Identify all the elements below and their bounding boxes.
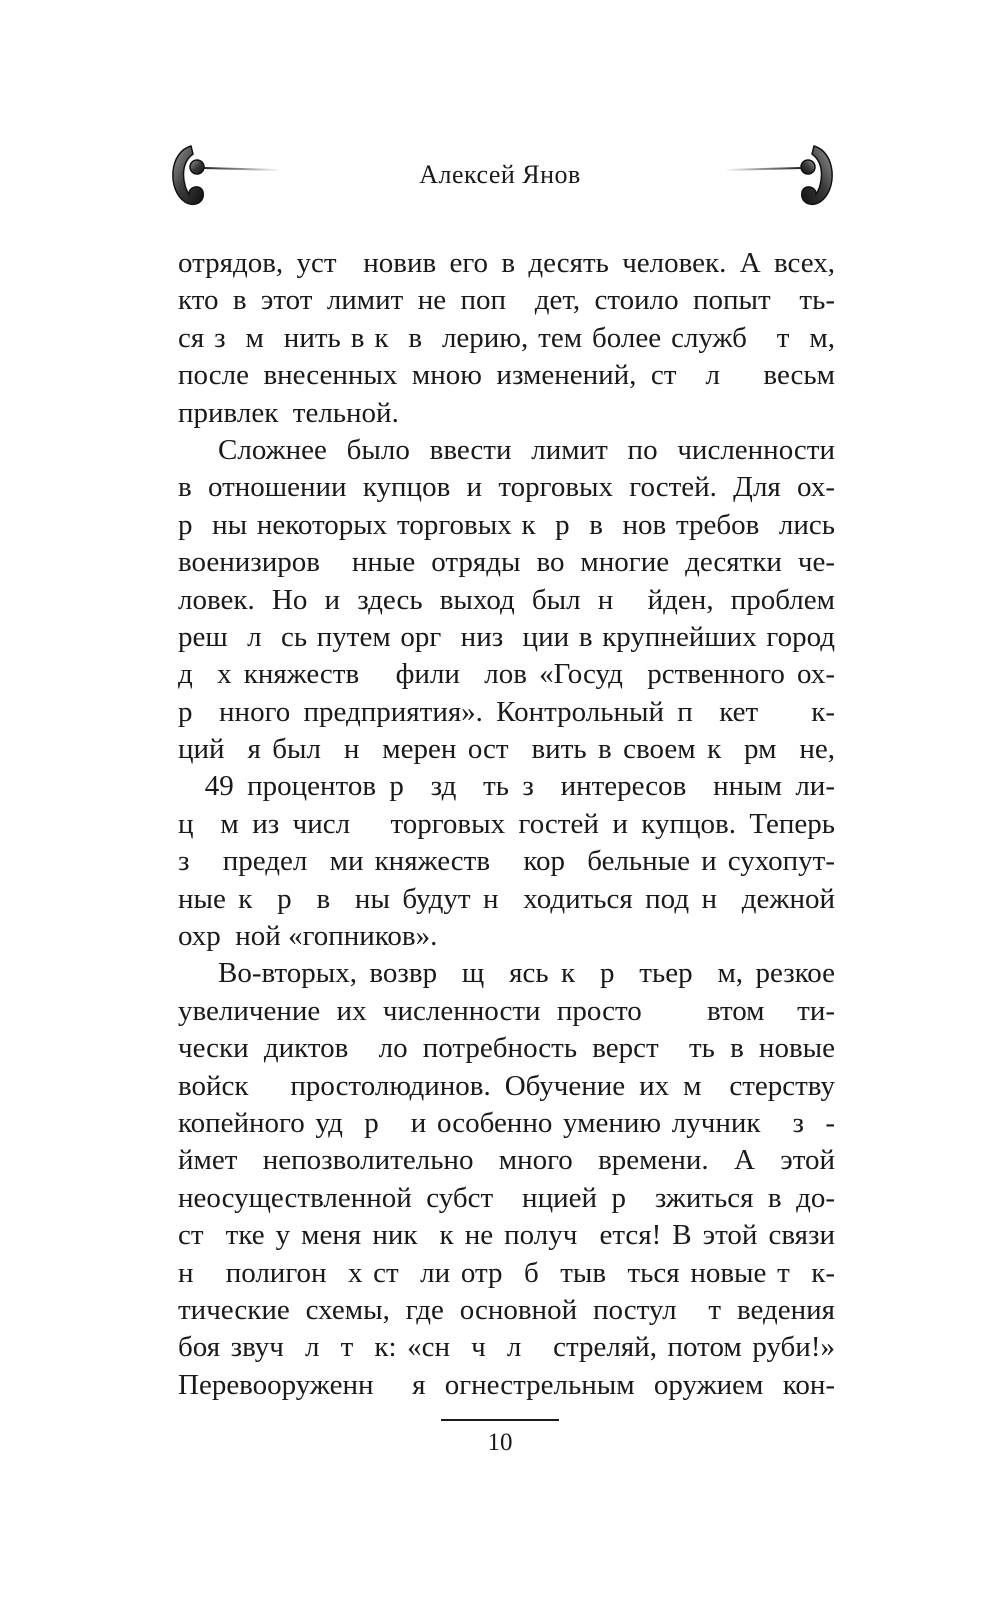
scroll-ornament-icon — [725, 140, 840, 215]
text-line: в отношении купцов и торговых гостей. Для ох- — [178, 471, 835, 504]
footer-rule — [441, 1419, 559, 1421]
text-line: неосуществленной субст нцией р зжиться в до- — [178, 1181, 835, 1214]
text-line: увеличение их численности просто втом ти- — [178, 994, 835, 1027]
text-line: з предел ми княжеств кор бельные и сухопут- — [178, 845, 835, 878]
page-number: 10 — [487, 1429, 513, 1456]
text-line: Во-вторых, возвр щ ясь к р тьер м, резкое — [218, 957, 835, 990]
text-line: ст тке у меня ник к не получ ется! В этой связи — [178, 1219, 835, 1252]
page-footer — [0, 1419, 1000, 1457]
text-line: ций я был н мерен ост вить в своем к рм не, — [178, 733, 835, 766]
text-line: копейного уд р и особенно умению лучник з - — [178, 1106, 835, 1139]
text-line: р нного предприятия». Контрольный п кет к- — [178, 695, 835, 728]
text-line: д х княжеств фили лов «Госуд рственного ох- — [178, 658, 835, 691]
text-line: чески диктов ло потребность верст ть в новые — [178, 1032, 835, 1065]
text-line: Перевооруженн я огнестрельным оружием кон- — [178, 1368, 835, 1401]
text-line: ц м из числ торговых гостей и купцов. Теперь — [178, 807, 835, 840]
text-line: 49 процентов р зд ть з интересов нным ли- — [178, 770, 835, 803]
text-line: военизиров нные отряды во многие десятки че- — [178, 546, 835, 579]
text-line: боя звуч л т к: «сн ч л стреляй, потом руби!» — [178, 1331, 835, 1364]
text-line: реш л сь путем орг низ ции в крупнейших город — [178, 620, 835, 653]
text-line: кто в этот лимит не поп дет, стоило попыт ть- — [178, 284, 835, 317]
text-line: после внесенных мною изменений, ст л весьм — [178, 359, 835, 392]
text-line: войск простолюдинов. Обучение их м стерству — [178, 1069, 835, 1102]
text-line: н полигон х ст ли отр б тыв ться новые т к- — [178, 1256, 835, 1289]
header-title: Алексей Янов — [419, 160, 581, 189]
body-text — [178, 245, 835, 1404]
text-line: ся з м нить в к в лерию, тем более служб т м, — [178, 321, 835, 354]
text-line: ловек. Но и здесь выход был н йден, проблем — [178, 583, 835, 616]
running-header — [0, 140, 1000, 220]
text-line: привлек тельной. — [178, 396, 399, 429]
text-line: отрядов, уст новив его в десять человек. А всех, — [178, 247, 835, 279]
text-line: ные к р в ны будут н ходиться под н дежной — [178, 882, 835, 915]
text-line: р ны некоторых торговых к р в нов требов лись — [178, 508, 835, 541]
text-line: тические схемы, где основной постул т ведения — [178, 1293, 835, 1326]
text-line: охр ной «гопников». — [178, 920, 438, 953]
text-line: Сложнее было ввести лимит по численности — [218, 433, 835, 466]
text-line: ймет непозволительно много времени. А этой — [178, 1144, 835, 1177]
